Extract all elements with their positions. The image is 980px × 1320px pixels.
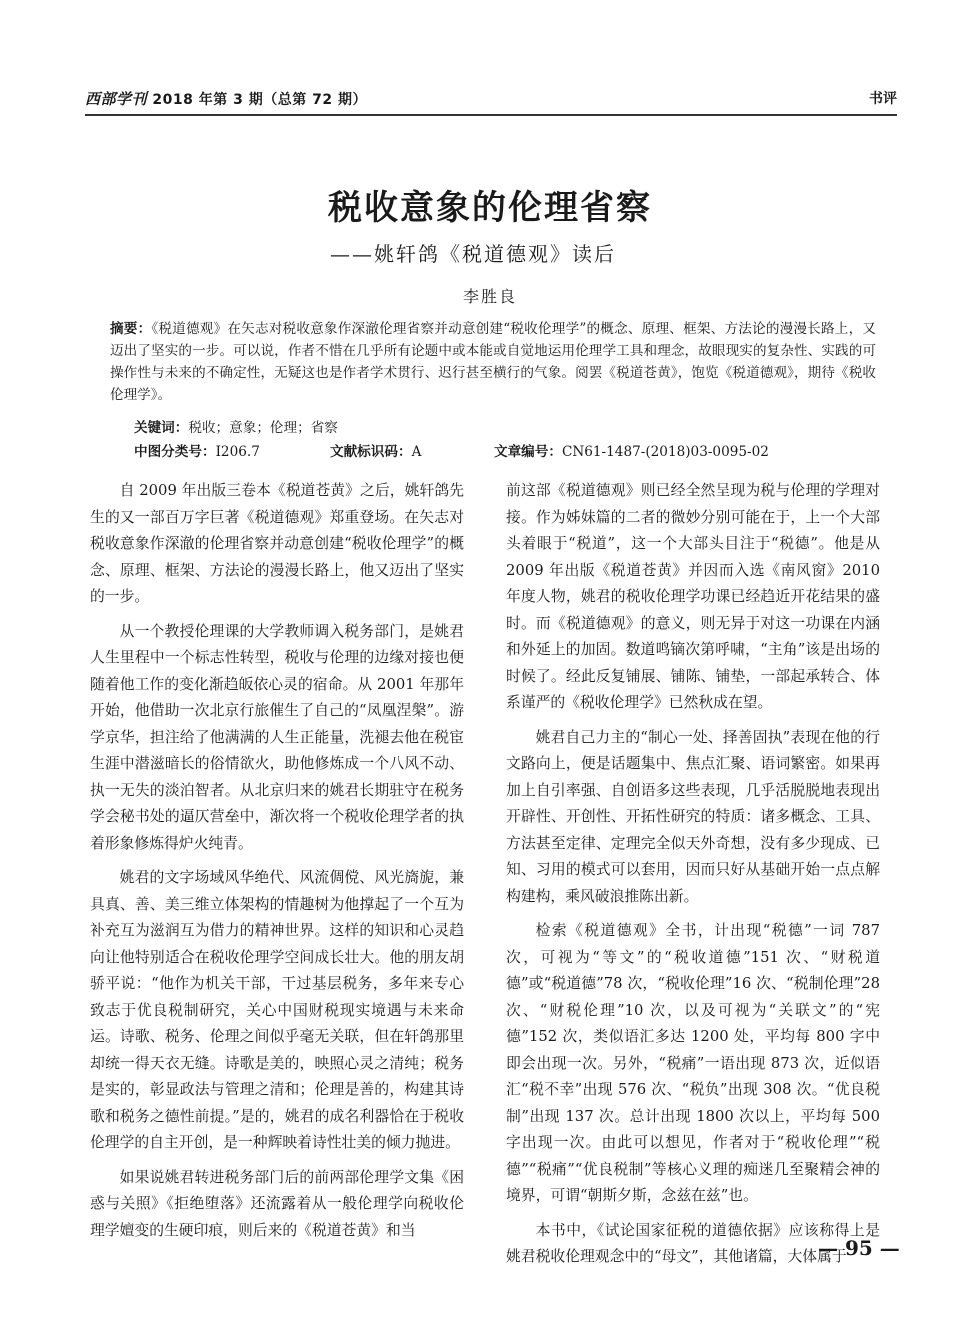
body-column-right bbox=[506, 478, 880, 1279]
article-subtitle: ——姚轩鸽《税道德观》读后 bbox=[330, 242, 616, 266]
article-number-label: 文章编号： bbox=[494, 444, 562, 460]
paragraph: 本书中，《试论国家征税的道德依据》应该称得上是姚君税收伦理观念中的“母文”，其他诸篇，大体属于 bbox=[506, 1221, 880, 1265]
article-number-value: CN61-1487-(2018)03-0095-02 bbox=[561, 444, 769, 460]
article-title: 税收意象的伦理省察 bbox=[328, 188, 652, 228]
abstract-text: 《税道德观》在矢志对税收意象作深澈伦理省察并动意创建“税收伦理学”的概念、原理、框架、方法论的漫漫长路上，又迈出了坚实的一步。可以说，作者不惜在几乎所有论题中或本能或自觉地运用伦理学工具和理念，故眼现实的复杂性、实践的可操作性与未来的不确定性，无疑这也是作者学术贯行、迟行甚至横行的气象。阅罢《税道苍黄》，饱览《税道德观》，期待《税收伦理学》。 bbox=[110, 321, 876, 403]
doc-label: 文献标识码： bbox=[330, 444, 412, 460]
paragraph: 姚君自己力主的“制心一处、择善固执”表现在他的行文路向上，便是话题集中、焦点汇聚、语词繁密。如果再加上自引率强、自创语多这些表现，几乎活脱脱地表现出开辟性、开创性、开拓性研究的特质：诸多概念、工具、方法甚至定律、定理完全似天外奇想，没有多少现成、已知、习用的模式可以套用，因而只好从基础开始一点点解构建构，乘风破浪推陈出新。 bbox=[506, 728, 880, 905]
section-label: 书评 bbox=[869, 91, 897, 107]
paragraph: 前这部《税道德观》则已经全然呈现为税与伦理的学理对接。作为姊妹篇的二者的微妙分别可能在于，上一个大部头着眼于“税道”，这一个大部头目注于“税德”。他是从 2009 年出版《税道苍黄》并因而入选《南风窗》2010 年度人物，姚君的税收伦理学功课已经趋近开花结果的盛时。而《税道德观》的意义，则无异于对这一功课在内涵和外延上的加固。数道鸣镝次第呼啸，“主角”该是出场的时候了。经此反复铺展、铺陈、铺垫，一部起承转合、体系谨严的《税收伦理学》已然秋成在望。 bbox=[506, 482, 880, 711]
journal-issue bbox=[85, 88, 367, 109]
body-column-left bbox=[90, 478, 464, 1252]
header-rule bbox=[85, 114, 897, 116]
article-author: 李胜良 bbox=[462, 287, 517, 306]
paragraph: 自 2009 年出版三卷本《税道苍黄》之后，姚轩鸽先生的又一部百万字巨著《税道德观》郑重登场。在矢志对税收意象作深澈的伦理省察并动意创建“税收伦理学”的概念、原理、框架、方法论的漫漫长路上，他又迈出了坚实的一步。 bbox=[90, 482, 464, 605]
abstract-label: 摘要： bbox=[110, 321, 152, 337]
journal-brand: 西部学刊 bbox=[85, 90, 148, 108]
issue-label: 2018 年第 3 期（总第 72 期） bbox=[152, 92, 367, 108]
keywords-text: 税收；意象；伦理；省察 bbox=[188, 420, 338, 436]
paragraph: 从一个教授伦理课的大学教师调入税务部门，是姚君人生里程中一个标志性转型，税收与伦理的边缘对接也便随着他工作的变化渐趋皈依心灵的宿命。从 2001 年那年开始，他借助一次北京行旅催生了自己的“凤凰涅槃”。游学京华，担注给了他满满的人生正能量，洗褪去他在税宦生涯中潜滋暗长的俗情欲火，助他修炼成一个八风不动、执一无失的淡泊智者。从北京归来的姚君长期驻守在税务学会秘书处的逼仄营垒中，渐次将一个税收伦理学者的执着形象修炼得炉火纯青。 bbox=[90, 622, 464, 852]
paragraph: 姚君的文字场域风华绝代、风流倜傥、风光旖旎，兼具真、善、美三维立体架构的情趣树为他撑起了一个互为补充互为滋润互为借力的精神世界。这样的知识和心灵趋向让他特别适合在税收伦理学空间成长壮大。他的朋友胡骄平说：“他作为机关干部，干过基层税务，多年来专心致志于优良税制研究，关心中国财税现实境遇与未来命运。诗歌、税务、伦理之间似乎毫无关联，但在轩鸽那里却统一得天衣无缝。诗歌是美的，映照心灵之清纯；税务是实的，彰显政法与管理之清和；伦理是善的，构建其诗歌和税务之德性前提。”是的，姚君的成名利器恰在于税收伦理学的自主开创，是一种辉映着诗性壮美的倾力抛进。 bbox=[90, 869, 464, 1151]
clc-number bbox=[134, 440, 260, 460]
keywords-label: 关键词： bbox=[134, 420, 189, 436]
keywords bbox=[134, 416, 338, 436]
clc-value: I206.7 bbox=[215, 444, 260, 460]
clc-label: 中图分类号： bbox=[134, 444, 216, 460]
doc-value: A bbox=[411, 444, 422, 460]
paragraph: 如果说姚君转进税务部门后的前两部伦理学文集《困惑与关照》《拒绝堕落》还流露着从一般伦理学向税收伦理学嬗变的生硬印痕，则后来的《税道苍黄》和当 bbox=[90, 1168, 464, 1239]
article-number bbox=[494, 440, 769, 460]
page-number: — 95 — bbox=[818, 1236, 900, 1260]
document-code bbox=[330, 440, 421, 460]
running-header bbox=[85, 88, 897, 114]
paragraph: 检索《税道德观》全书，计出现“税德”一词 787 次，可视为“等文”的“税收道德”151 次、“财税道德”或“税道德”78 次，“税收伦理”16 次、“税制伦理”28 次、“财税伦理”10 次，以及可视为“关联文”的“宪德”152 次，类似语汇多达 1200 处，平均每 800 字中即会出现一次。另外，“税痛”一语出现 873 次，近似语汇“税不幸”出现 576 次、“税负”出现 308 次。“优良税制”出现 137 次。总计出现 1800 次以上，平均每 500 字出现一次。由此可以想见，作者对于“税收伦理”“税德”“税痛”“优良税制”等核心义理的痴迷几至聚精会神的境界，可谓“朝斯夕斯，念兹在兹”也。 bbox=[506, 922, 880, 1204]
abstract bbox=[110, 318, 876, 406]
